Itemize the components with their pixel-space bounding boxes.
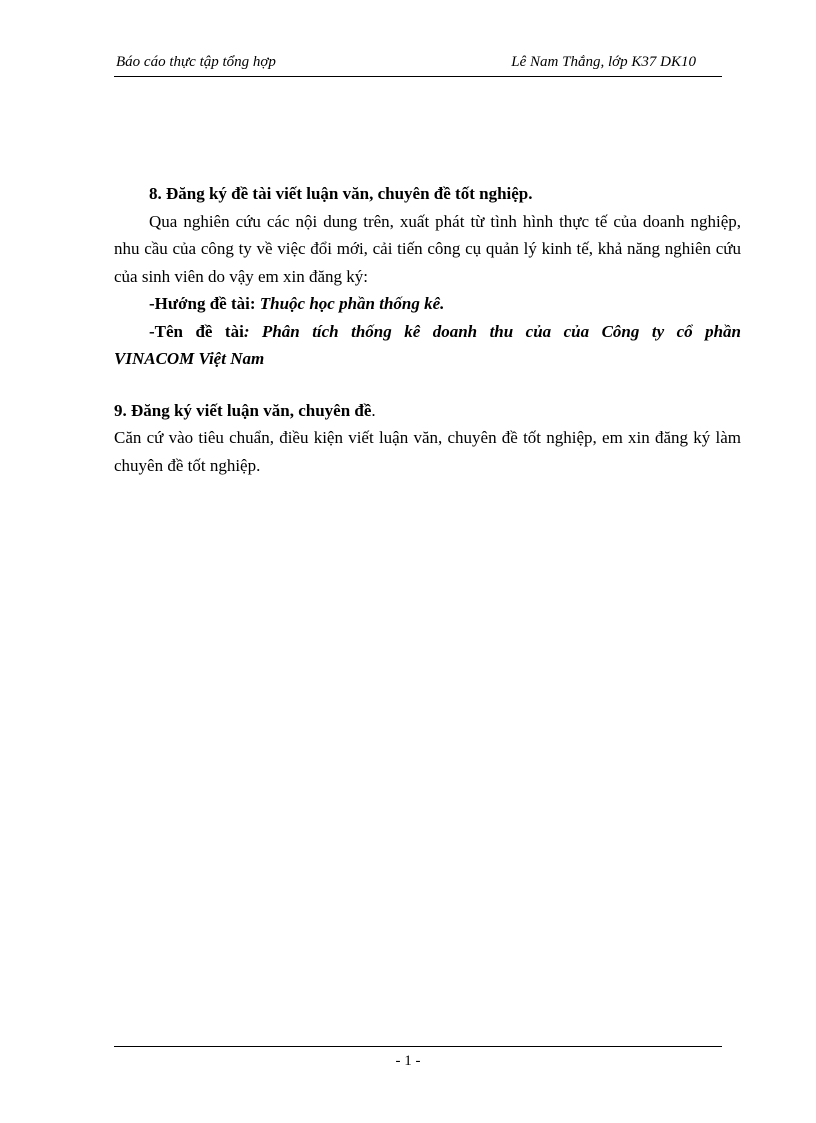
- section-9-heading: [114, 397, 741, 425]
- topic-title-continuation: [114, 345, 741, 373]
- page-number: - 1 -: [395, 1053, 421, 1069]
- topic-direction-value: Thuộc học phần thống kê.: [259, 294, 445, 313]
- topic-title-line: [114, 318, 741, 346]
- page-header: [114, 52, 722, 77]
- document-body: [114, 180, 741, 479]
- header-author: Lê Nam Thắng, lớp K37 DK10: [511, 54, 696, 70]
- topic-direction-label: -Hướng đề tài:: [149, 294, 256, 313]
- header-report-title: Báo cáo thực tập tổng hợp: [116, 54, 276, 70]
- section-8-heading: 8. Đăng ký đề tài viết luận văn, chuyên đề tốt nghiệp.: [149, 184, 533, 203]
- section-gap: [114, 373, 741, 397]
- section-8-paragraph: Qua nghiên cứu các nội dung trên, xuất phát từ tình hình thực tế của doanh nghiệp, nhu cầu của công ty về việc đổi mới, cải tiến công cụ quản lý kinh tế, khả năng nghiên cứu của sinh viên do vậy em xin đăng ký:: [114, 211, 741, 286]
- topic-title-value-cont: VINACOM Việt Nam: [114, 349, 265, 368]
- topic-title-value: : Phân tích thống kê doanh thu của của Công ty cổ phần: [243, 321, 741, 341]
- topic-direction-line: [114, 290, 741, 318]
- topic-title-label: -Tên đề tài: [149, 321, 244, 341]
- section-9-heading-period: .: [371, 400, 376, 420]
- footer-divider: [114, 1046, 722, 1047]
- section-9-paragraph: Căn cứ vào tiêu chuẩn, điều kiện viết luận văn, chuyên đề tốt nghiệp, em xin đăng ký làm chuyên đề tốt nghiệp.: [114, 428, 741, 475]
- section-9-heading-text: 9. Đăng ký viết luận văn, chuyên đề: [114, 400, 372, 420]
